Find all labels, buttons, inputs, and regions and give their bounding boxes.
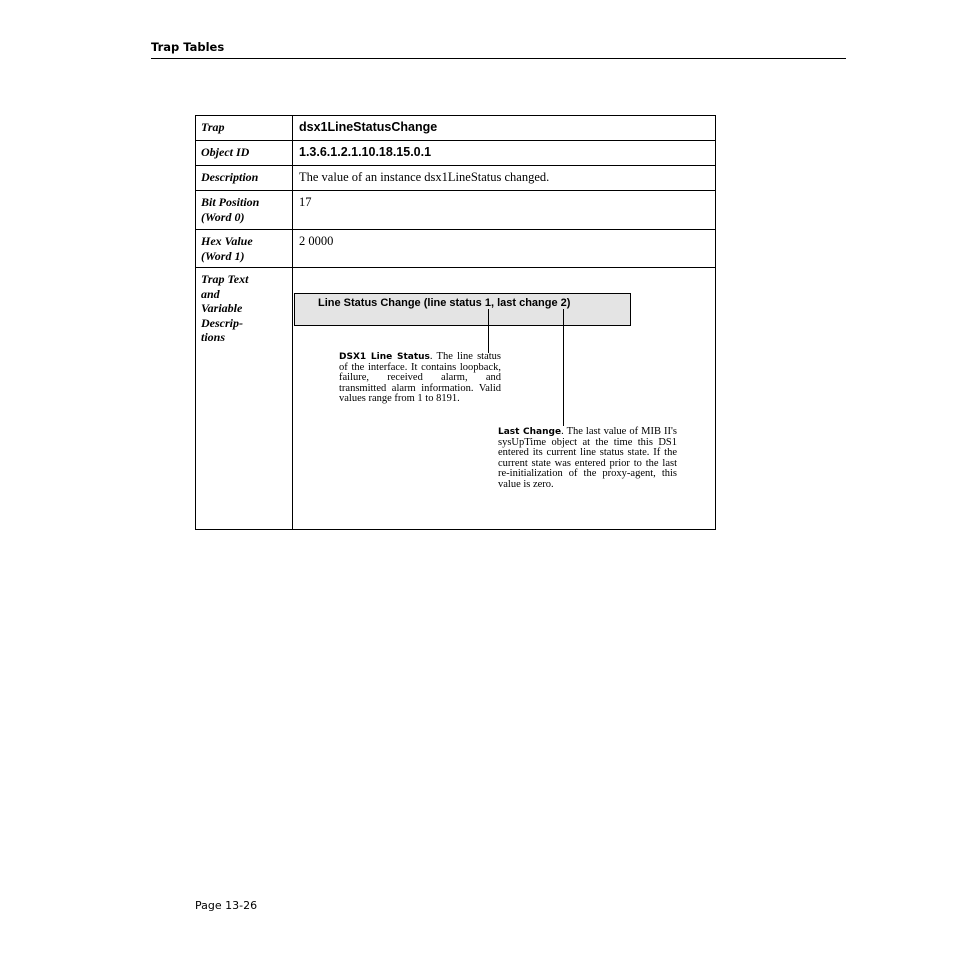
row-label-bit-position bbox=[196, 191, 293, 230]
page-number: Page 13-26 bbox=[195, 899, 258, 912]
row-label-description: Description bbox=[196, 166, 293, 191]
table-row bbox=[196, 230, 716, 268]
label-line: Trap Text bbox=[201, 272, 249, 286]
label-line: (Word 0) bbox=[201, 209, 245, 224]
trap-name-value: dsx1LineStatusChange bbox=[293, 116, 716, 141]
table-row bbox=[196, 191, 716, 230]
hex-value-value: 2 0000 bbox=[293, 230, 716, 268]
object-id-value: 1.3.6.1.2.1.10.18.15.0.1 bbox=[293, 141, 716, 166]
trap-format-text: Line Status Change (line status 1, last change 2) bbox=[318, 297, 571, 309]
trap-text-cell bbox=[293, 268, 716, 530]
table-row bbox=[196, 268, 716, 530]
callout-line-last-change bbox=[563, 309, 564, 426]
label-line: Hex Value bbox=[201, 234, 253, 248]
label-line: Descrip- bbox=[201, 315, 243, 330]
bit-position-value: 17 bbox=[293, 191, 716, 230]
var-text: . The line status of the interface. It contains loopback, failure, received alarm, and transmitted alarm information. Valid values range from 1 to 8191. bbox=[339, 351, 501, 405]
header-rule bbox=[151, 58, 846, 59]
var-text: . The last value of MIB II's sysUpTime object at the time this DS1 entered its current line status state. If the current state was entered prior to the last re-initialization of the proxy-agent, this value is zero. bbox=[498, 426, 678, 490]
row-label-hex-value bbox=[196, 230, 293, 268]
table-row bbox=[196, 141, 716, 166]
table-row bbox=[196, 116, 716, 141]
label-line: and bbox=[201, 286, 220, 301]
label-line: tions bbox=[201, 330, 226, 344]
trap-text-diagram bbox=[293, 268, 715, 528]
running-header: Trap Tables bbox=[151, 40, 225, 54]
label-line: Variable bbox=[201, 301, 243, 315]
callout-line-line-status bbox=[488, 309, 489, 353]
var-note-line-status bbox=[339, 352, 501, 405]
row-label-trap-text bbox=[196, 268, 293, 530]
label-line: (Word 1) bbox=[201, 248, 245, 263]
var-term: Last Change bbox=[498, 427, 562, 437]
trap-table bbox=[195, 115, 716, 530]
row-label-object-id: Object ID bbox=[196, 141, 293, 166]
description-value: The value of an instance dsx1LineStatus changed. bbox=[293, 166, 716, 191]
table-row bbox=[196, 166, 716, 191]
var-term: DSX1 Line Status bbox=[339, 352, 430, 362]
label-line: Bit Position bbox=[201, 195, 260, 209]
trap-format-box bbox=[294, 293, 631, 326]
var-note-last-change bbox=[498, 427, 677, 491]
row-label-trap: Trap bbox=[196, 116, 293, 141]
